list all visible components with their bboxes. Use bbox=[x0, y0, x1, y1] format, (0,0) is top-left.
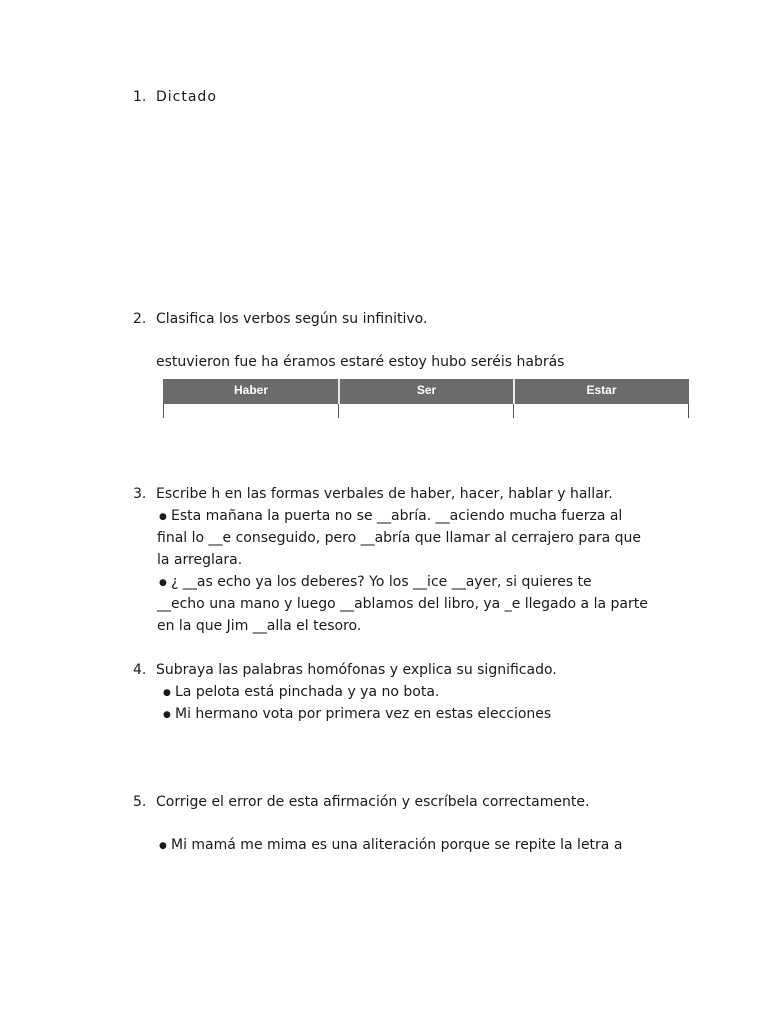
bullet-icon: ● bbox=[159, 841, 167, 851]
q3-exercise-line: ¿ __as echo ya los deberes? Yo los __ice __ayer, si quieres te bbox=[171, 574, 592, 590]
table-header-haber: Haber bbox=[233, 383, 268, 397]
q3-exercise-line: en la que Jim __alla el tesoro. bbox=[157, 618, 362, 634]
q3-exercise-line: la arreglara. bbox=[157, 552, 243, 568]
q3-exercise-line: Esta mañana la puerta no se __abría. __aciendo mucha fuerza al bbox=[171, 508, 623, 524]
q4-sentence: La pelota está pinchada y ya no bota. bbox=[175, 684, 440, 700]
q1-number: 1. bbox=[133, 89, 147, 105]
table-header-divider bbox=[513, 379, 515, 404]
q4-sentence: Mi hermano vota por primera vez en estas elecciones bbox=[175, 706, 552, 722]
q5-number: 5. bbox=[133, 794, 147, 810]
table-cell-border bbox=[688, 404, 689, 418]
verb-classification-table bbox=[163, 379, 689, 419]
q2-number: 2. bbox=[133, 311, 147, 327]
q4-number: 4. bbox=[133, 662, 147, 678]
table-cell-border bbox=[338, 404, 339, 418]
q3-exercise-line: __echo una mano y luego __ablamos del libro, ya _e llegado a la parte bbox=[157, 596, 648, 612]
q4-title: Subraya las palabras homófonas y explica su significado. bbox=[156, 662, 557, 678]
q1-title: Dictado bbox=[156, 89, 217, 105]
table-header-ser: Ser bbox=[416, 383, 437, 397]
q2-title: Clasifica los verbos según su infinitivo. bbox=[156, 311, 428, 327]
bullet-icon: ● bbox=[159, 512, 167, 522]
q5-sentence: Mi mamá me mima es una aliteración porque se repite la letra a bbox=[171, 837, 623, 853]
table-cell-border bbox=[513, 404, 514, 418]
q3-number: 3. bbox=[133, 486, 147, 502]
q5-title: Corrige el error de esta afirmación y escríbela correctamente. bbox=[156, 794, 590, 810]
bullet-icon: ● bbox=[163, 688, 171, 698]
table-answer-row[interactable] bbox=[163, 404, 689, 418]
bullet-icon: ● bbox=[159, 578, 167, 588]
bullet-icon: ● bbox=[163, 710, 171, 720]
table-header-estar: Estar bbox=[586, 383, 617, 397]
q2-verb-list: estuvieron fue ha éramos estaré estoy hubo seréis habrás bbox=[156, 354, 565, 370]
q3-title: Escribe h en las formas verbales de haber, hacer, hablar y hallar. bbox=[156, 486, 613, 502]
table-cell-border bbox=[163, 404, 164, 418]
q3-exercise-line: final lo __e conseguido, pero __abría que llamar al cerrajero para que bbox=[157, 530, 641, 546]
table-header-divider bbox=[338, 379, 340, 404]
